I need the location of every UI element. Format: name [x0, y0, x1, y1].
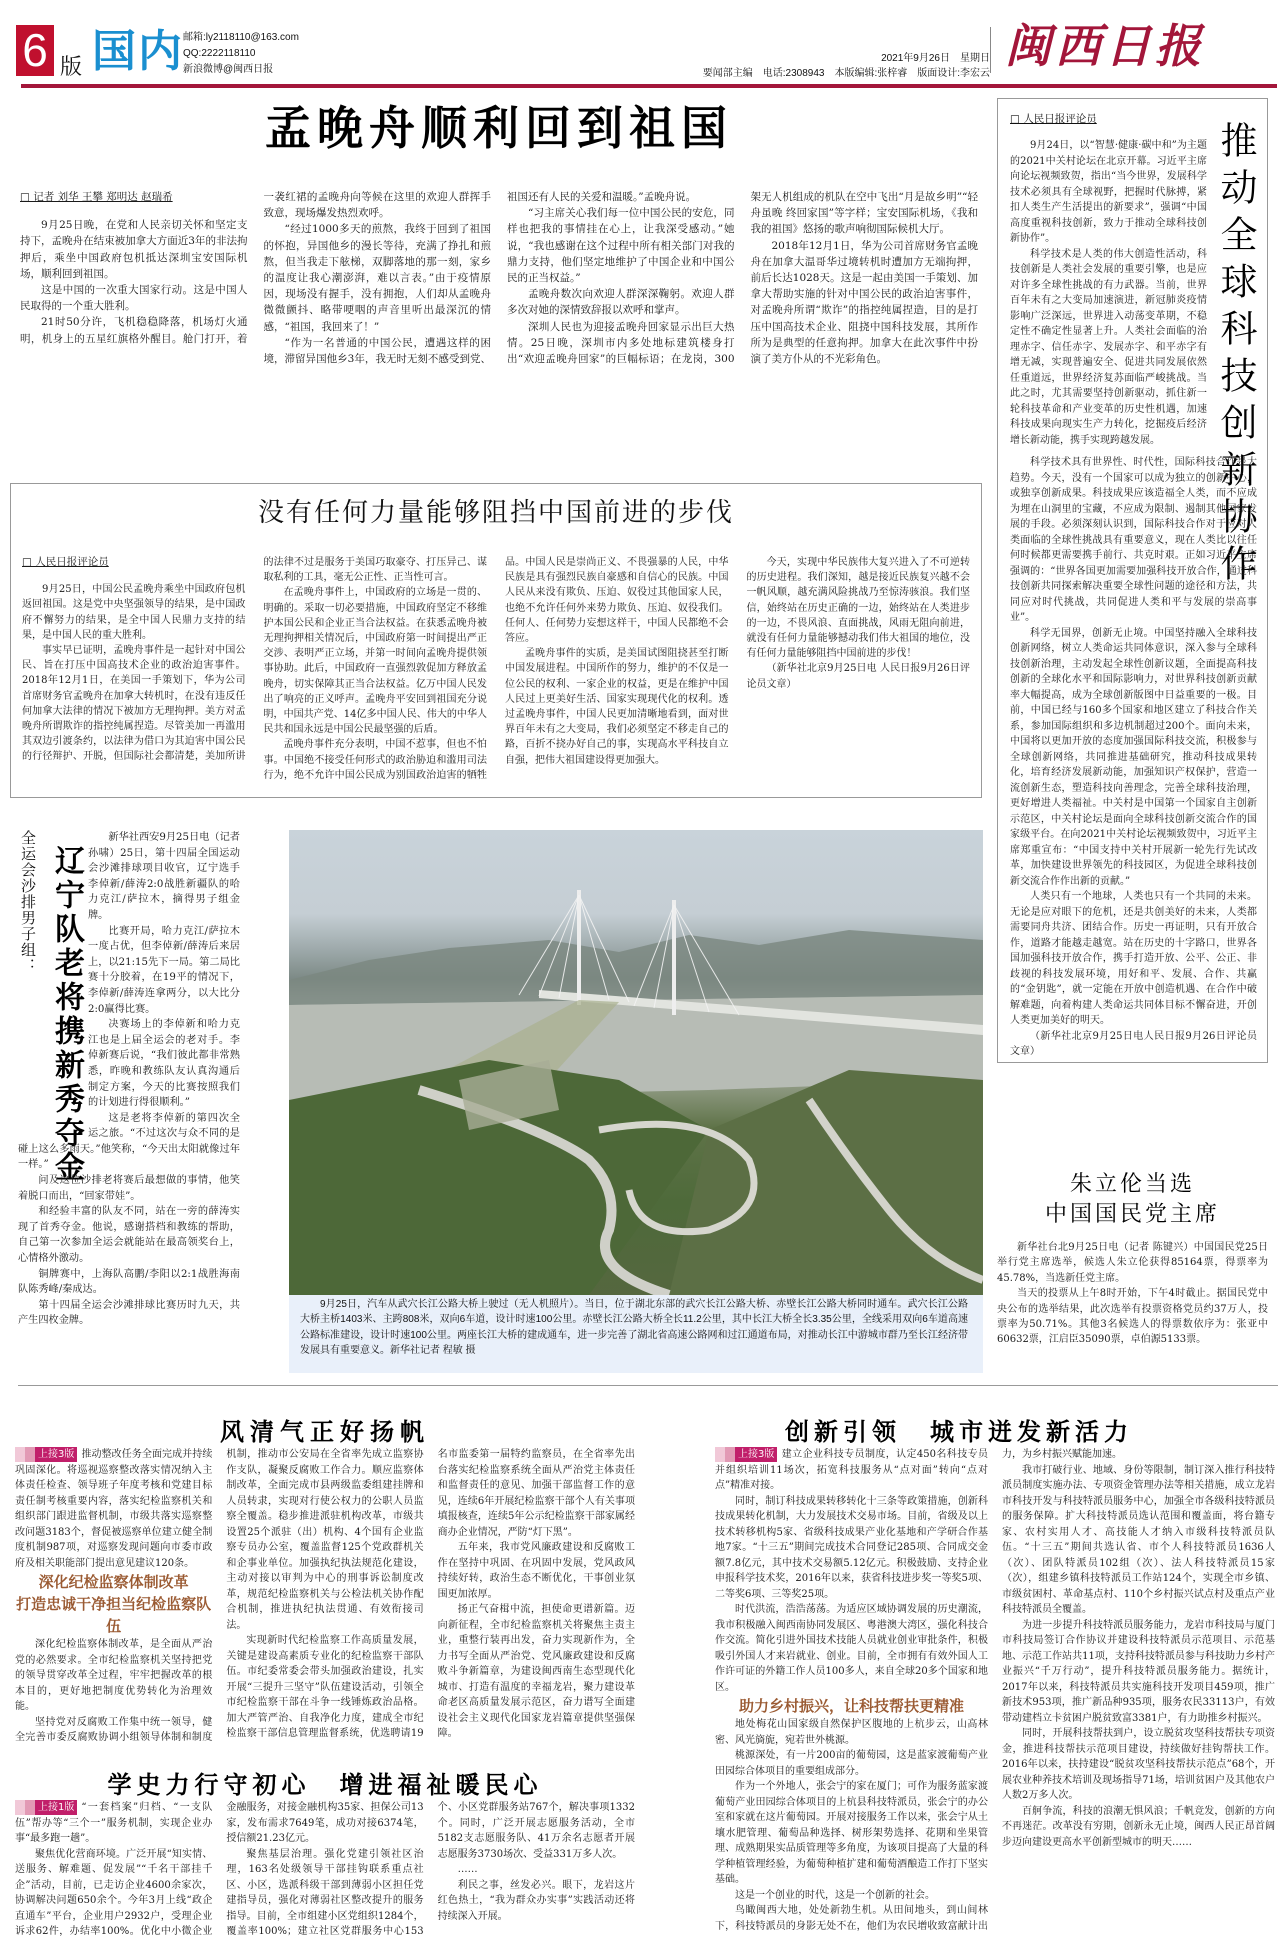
article-main-body — [20, 189, 978, 374]
masthead-divider — [990, 27, 991, 73]
article-tech-body-top — [1010, 138, 1207, 448]
date-line: 2021年9月26日 星期日 — [881, 53, 990, 64]
paragraph: 坚持党对反腐败工作集中统一领导，健全完善市委反腐败协调小组领导体制和制度机制，推动市公安局在全省率先成立监察协作支队，凝聚反腐败工作合力。顺应监察体制改革，全面完成市县两级监委组建挂牌和人员转隶，实现对行使公权力的公职人员监察全覆盖。稳步推进派驻机构改革，市级共设置25个派驻（出）机构、4个国有企业监察专员办公室，覆盖监督125个党政群机关和企事业单位。加强执纪执法规范化建设，主动对接以审判为中心的刑事诉讼制度改革，规范纪检监察机关与公检法机关协作配合机制，推进执纪执法贯通、有效衔接司法。 — [15, 1449, 424, 1743]
paper-logo: 闽西日报 — [1005, 19, 1205, 73]
paragraph: 百舸争流，科技的浪潮无惧风浪；千帆竞发，创新的方向不再迷茫。改革没有穷期，创新永无止境，闽西人民正昂首阔步迈向建设更高水平创新型城市的明天…… — [1002, 1805, 1275, 1848]
article-commentary-headline: 没有任何力量能够阻挡中国前进的步伐 — [257, 498, 734, 528]
paragraph: “习主席关心我们每一位中国公民的安危，同样也把我的事情挂在心上，让我深受感动。”她说，“我也感谢在这个过程中所有相关部门对我的鼎力支持，他们坚定地维护了中国企业和中国公民的正当权益。” — [507, 207, 735, 285]
article-commentary-dateline: （新华社北京9月25日电 人民日报9月26日评论员文章） — [746, 663, 970, 690]
news-photo — [289, 830, 983, 1295]
paragraph: 同时，开展科技帮扶到户，设立脱贫攻坚科技帮扶专项资金，推进科技帮扶示范项目建设，持续做好挂钩帮扶工作。2016年以来，扶持建设“脱贫攻坚科技帮扶示范点”68个，开展农业种养技术培训及现场指导71场，培训贫困户及其他农户人数2万多人次。 — [1002, 1728, 1275, 1801]
paragraph: 上接3版 推动整改任务全面完成并持续巩固深化。将巡视巡察整改落实情况纳入主体责任检查、领导班子年度考核和党建目标责任制考核重要内容，落实纪检监察机关和组织部门跟进监督机制，市级共落实巡察整改问题3183个，督促被巡察单位建立健全制度机制987项，对巡察发现问题向市委市政府及相关职能部门提出意见建议120条。 — [15, 1449, 213, 1569]
paragraph: 桃源深处，有一片200亩的葡萄园，这是蓝家渡葡萄产业田园综合体项目的重要组成部分。 — [715, 1750, 988, 1777]
continued-tag: 上接3版 — [15, 1447, 77, 1462]
article-innovation-body — [715, 1447, 1275, 1947]
paragraph: 9月24日，以“智慧·健康·碳中和”为主题的2021中关村论坛在北京开幕。习近平主席向论坛视频致贺，指出“当今世界，发展科学技术必须具有全球视野，把握时代脉搏，紧扣人类生产生活提出的新要求”，强调“中国高度重视科技创新，致力于推动全球科技创新协作”。 — [1010, 140, 1207, 244]
paragraph: 实现新时代纪检监察工作高质量发展，关键是建设高素质专业化的纪检监察干部队伍。市纪委常委会带头加强政治建设，扎实开展“三提升三坚守”队伍建设活动，引领全市纪检监察干部在斗争一线锤炼政治品格。加大严管严治、自我净化力度，建成全市纪检监察干部信息管理监督系统，优选聘请19名市监委第一届特约监察员，在全省率先出台落实纪检监察系统全面从严治党主体责任和监督责任的意见、加强干部监督工作的意见，连续6年开展纪检监察干部个人有关事项填报核查，连续5年公示纪检监察干部家属经商办企业情况，严防“灯下黑”。 — [226, 1449, 635, 1739]
article-tech-byline: □ 人民日报评论员 — [1010, 113, 1097, 125]
paragraph: 这是一个创业的时代，这是一个创新的社会。 — [735, 1889, 935, 1901]
paragraph: “作为一名普通的中国公民，遭遇这样的困境，滞留异国他乡3年，我无时无刻不感受到党、祖国还有人民的关爱和温暖。”孟晚舟说。 — [263, 191, 697, 366]
paragraph: 鸟瞰闽西大地，处处新勃生机。从田间地头，到山间林下，科技特派员的身影无处不在，他们为农民增收致富献计出力，为乡村振兴赋能加速。 — [715, 1449, 1122, 1932]
paragraph: 事实早已证明，孟晚舟事件是一起针对中国公民、旨在打压中国高技术企业的政治迫害事件。2018年12月1日，在美国一手策划下，华为公司首席财务官孟晚舟在加拿大转机时，在没有违反任何加拿大法律的情况下被加方无理拘押。美方对孟晚舟所谓欺诈的指控纯属捏造。尽管美加一再滥用其双边引渡条约，以法律为借口为其迫害中国公民的行径辩护、开脱，但国际社会都清楚，美加所讲的法律不过是服务于美国巧取豪夺、打压异己、谋取私利的工具，毫无公正性、正当性可言。 — [22, 557, 487, 763]
article-volleyball-headline: 辽宁队老将携新秀夺金 — [49, 845, 84, 1185]
article-discipline-subhead-1: 深化纪检监察体制改革 — [38, 1573, 189, 1591]
contact-weibo: 新浪微博@闽西日报 — [183, 64, 274, 75]
paragraph: 同时，制订科技成果转移转化十三条等政策措施，创新科技成果转化机制，大力发展技术交易市场。目前，省级及以上技术转移机构5家、省级科技成果产业化基地和产学研合作基地7家。“十三五”期间完成技术合同登记285项、合同成交金额7.8亿元，其中技术交易额5.12亿元。积极鼓励、支持企业申报科学技术奖，2016年以来，获省科技进步奖一等奖5项、二等奖6项、三等奖25项。 — [715, 1495, 988, 1600]
paragraph: 作为一个外地人，张会宁的家在厦门；可作为服务蓝家渡葡萄产业田园综合体项目的上杭县科技特派员，张会宁的办公室和家就在这片葡萄园。开展对接服务工作以来，张会宁从土壤水肥管理、葡萄品种选择、树形架势选择、花期和坐果管理、成熟期果实品质管理等多角度，为该项目提高了大量的科学种植管理经验，为葡萄种植扩建和葡萄酒酿造工作打下坚实基础。 — [715, 1781, 988, 1885]
article-tech-dateline: （新华社北京9月25日电人民日报9月26日评论员文章） — [1010, 1030, 1257, 1055]
paragraph: 这是中国的一次重大国家行动。这是中国人民取得的一个重大胜利。 — [20, 284, 248, 313]
article-main-byline: □ 记者 刘华 王攀 郑明达 赵瑞希 — [20, 191, 173, 203]
article-discipline-headline: 风清气正好扬帆 — [220, 1418, 430, 1446]
page-number-badge: 6 — [16, 25, 54, 76]
masthead — [0, 0, 1286, 80]
paragraph: 决赛场上的李倬新和哈力克江也是上届全运会的老对手。李倬新赛后说，“我们彼此都非常熟悉，昨晚和教练队友认真沟通后制定方案，今天的比赛按照我们的计划进行得很顺利。” — [88, 1019, 240, 1109]
paragraph: …… — [457, 1864, 478, 1875]
paragraph: 聚焦优化营商环境。广泛开展“知实情、送服务、解难题、促发展”“千名干部挂千企”活动，目前，已走访企业4600余家次，协调解决问题650余个。今年3月上线“政企直通车”平台，企业用户2932户，受理企业诉求62件，办结率100%。优化中小微企业金融服务，对接金融机构35家、担保公司13家，发布需求7649笔，成功对接6374笔，授信额21.23亿元。 — [15, 1802, 424, 1937]
paragraph: 新华社台北9月25日电（记者 陈键兴）中国国民党25日举行党主席选举，候选人朱立伦获得85164票，得票率为45.78%，当选新任党主席。 — [997, 1242, 1268, 1284]
paragraph: 问及这位沙排老将赛后最想做的事情，他笑着脱口而出，“回家带娃”。 — [18, 1175, 240, 1202]
paragraph: 时代洪流，浩浩荡荡。为适应区域协调发展的历史潮流，我市积极融入闽西南协同发展区、粤港澳大湾区，强化科技合作交流。简化引进外国技术技能人员就业创业审批条件，积极吸引外国人才来岩就业、创业。目前，全市拥有有效外国人工作许可证的外籍工作人员100多人，来自全球20多个国家和地区。 — [715, 1604, 988, 1693]
article-tech-body-bottom — [1010, 455, 1257, 1055]
paragraph: 第十四届全运会沙滩排球比赛历时九天，共产生四枚金牌。 — [18, 1299, 240, 1327]
article-kmt-headline-line2: 中国国民党主席 — [1044, 1202, 1220, 1227]
paragraph: 聚焦基层治理。强化党建引领社区治理，163名处级领导干部挂钩联系重点社区、小区，选派科级干部到薄弱小区担任党建指导员，强化对薄弱社区整改提升的服务指导。目前，全市组建小区党组织1284个，覆盖率100%；建立社区党群服务中心153个、小区党群服务站767个，解决事项1332个。同时，广泛开展志愿服务活动，全市5182支志愿服务队、41万余名志愿者开展志愿服务3730场次、受益331万多人次。 — [226, 1802, 635, 1937]
paragraph: 上接1版 “一套档案”归档、“一支队伍”帮办等“三个一”服务机制，实现企业办事“最多跑一趟”。 — [15, 1802, 213, 1844]
paragraph: 孟晚舟事件的实质，是美国试图阻挠甚至打断中国发展进程。中国所作的努力，维护的不仅是一位公民的权利、一家企业的权益，更是在维护中国人民过上更美好生活、国家实现现代化的权利。透过孟晚舟事件，中国人民更加清晰地看到，面对世界百年未有之大变局，我们必须坚定不移走自己的路，百折不挠办好自己的事，实现高水平科技自立自强，把伟大祖国建设得更加强大。 — [505, 648, 729, 766]
paragraph: 新华社西安9月25日电（记者 孙啸）25日，第十四届全国运动会沙滩排球项目收官，辽宁选手李倬新/薛涛2:0战胜新疆队的哈力克江/萨拉木，摘得男子组金牌。 — [88, 832, 240, 921]
article-main — [20, 88, 978, 378]
paragraph: 在孟晚舟事件上，中国政府的立场是一贯的、明确的。采取一切必要措施，中国政府坚定不移维护本国公民和企业正当合法权益。在获悉孟晚舟被无理拘押相关情况后，中国政府第一时间提出严正交涉、表明严正立场，并第一时间向孟晚舟提供领事协助。此后，中国政府一直强烈敦促加方释放孟晚舟，切实保障其正当合法权益。亿万中国人民发出了响亮的正义呼声。孟晚舟平安回到祖国充分说明，中国共产党、14亿多中国人民、伟大的中华人民共和国永远是中国公民最坚强的后盾。 — [263, 587, 487, 736]
credits-line: 要闻部主编 电话:2308943 本版编辑:张梓睿 版面设计:李宏云 — [702, 68, 990, 79]
article-volleyball-body — [18, 830, 240, 1390]
paragraph: 2018年12月1日，华为公司首席财务官孟晚舟在加拿大温哥华过境转机时遭加方无端拘押，前后长达1028天。这是一起由美国一手策划、加拿大帮助实施的针对中国公民的政治迫害事件，对孟晚舟所谓“欺诈”的指控纯属捏造，目的是打压中国高技术企业、阻挠中国科技发展，其所作所为是典型的任意拘押。加拿大在此次事件中扮演了美方仆从的不光彩角色。 — [750, 239, 978, 366]
photo-caption: 9月25日，汽车从武穴长江公路大桥上驶过（无人机照片）。当日，位于湖北东部的武穴长江公路大桥、赤壁长江公路大桥同时通车。武穴长江公路大桥主桥1403米、主跨808米，双向6车道，设计时速100公里。赤壁长江公路大桥全长11.2公里，其中长江大桥全长3.35公里，全线采用双向6车道高速公路标准建设，设计时速100公里。两座长江大桥的建成通车，进一步完善了湖北省高速公路网和过江通道布局，对推动长江中游城市群乃至长江经济带发展具有重要意义。新华社记者 程敏 摄 — [300, 1299, 968, 1357]
paragraph: “经过1000多天的煎熬，我终于回到了祖国的怀抱，异国他乡的漫长等待，充满了挣扎和煎熬，但当我走下舷梯，双脚落地的那一刻，家乡的温度让我心潮澎湃，难以言表。”由于疫情原因，现场没有握手，没有拥抱，人们却从孟晚舟微微颤抖、略带哽咽的声音里听出最深沉的情感，“祖国，我回来了！” — [263, 223, 491, 333]
paragraph: 为进一步提升科技特派员服务能力，龙岩市科技局与厦门市科技局签订合作协议并建设科技特派员示范项目、示范基地、示范工作站共11项，支持科技特派员参与科技助力乡村产业振兴“千万行动”，提升科技特派员服务能力。据统计，2017年以来，科技特派员共实施科技开发项目459项，推广新技术953项，推广新品种935项，服务农民33113户，有效带动建档立卡贫困户脱贫致富3381户，有力助推乡村振兴。 — [1002, 1619, 1275, 1724]
article-history-body — [15, 1800, 635, 1950]
paragraph: 孟晚舟数次向欢迎人群深深鞠躬。欢迎人群多次对她的深情致辞报以欢呼和掌声。 — [507, 288, 735, 317]
article-commentary-body — [22, 555, 970, 793]
article-main-headline: 孟晚舟顺利回到祖国 — [265, 101, 733, 155]
paragraph: 当天的投票从上午8时开始，下午4时截止。据国民党中央公布的选举结果，此次选举有投票资格党员约37万人，投票率为50.71%。其他3名候选人的得票数依序为：张亚中60632票，江启臣35090票，卓伯源5133票。 — [997, 1288, 1268, 1346]
article-volleyball-kicker: 全运会沙排男子组： — [19, 830, 37, 974]
paragraph: 铜牌赛中，上海队高鹏/李阳以2:1战胜海南队陈秀峰/秦成达。 — [18, 1268, 240, 1296]
article-discipline-body — [15, 1447, 635, 1747]
paragraph: 这是老将李倬新的第四次全运之旅。“不过这次与众不同的是碰上这么多雨天。”他笑称，“今天出太阳就像过年一样。” — [18, 1112, 240, 1171]
contact-info — [183, 30, 299, 78]
paragraph: 9月25日，中国公民孟晚舟乘坐中国政府包机返回祖国。这是党中央坚强领导的结果，是中国政府不懈努力的结果，是全中国人民鼎力支持的结果，是中国人民的重大胜利。 — [22, 584, 246, 641]
article-tech-headline: 推动全球科技创新协作 — [1214, 121, 1257, 591]
article-innovation-headline: 创新引领 城市迸发新活力 — [785, 1418, 1133, 1446]
paragraph: 今天，实现中华民族伟大复兴进入了不可逆转的历史进程。我们深知，越是接近民族复兴越不会一帆风顺，越充满风险挑战乃至惊涛骇浪。我们坚信，始终站在历史正确的一边，始终站在人类进步的一边，不畏风浪、直面挑战，风雨无阻向前进，就没有任何力量能够撼动我们伟大祖国的地位，没有任何力量能够阻挡中国前进的步伐！ — [746, 557, 970, 660]
article-kmt — [997, 1170, 1268, 1348]
contact-qq: QQ:2222118110 — [183, 48, 256, 59]
paragraph: 深圳人民也为迎接孟晚舟回家显示出巨大热情。25日晚，深圳市内多处地标建筑楼身打出“欢迎孟晚舟回家”的巨幅标语；在龙岗，300架无人机组成的机队在空中飞出“月是故乡明”“轻舟虽晚 终回家国”等字样；宝安国际机场，《我和我的祖国》悠扬的歌声响彻国际候机大厅。 — [507, 191, 978, 366]
paragraph: 人类只有一个地球，人类也只有一个共同的未来。无论是应对眼下的危机，还是共创美好的未来，人类都需要同舟共济、团结合作。历史一再证明，只有开放合作，道路才能越走越宽。站在历史的十字路口，世界各国加强科技开放合作，携手打造开放、公平、公正、非歧视的科技发展环境，用好和平、发展、合作、共赢的“金钥匙”，就一定能在开放中创造机遇、在合作中破解难题，向着构建人类命运共同体目标不懈奋进，开创人类更加美好的明天。 — [1010, 891, 1257, 1026]
paragraph: 地处梅花山国家级自然保护区腹地的上杭步云，山高林密、风光旖旎，宛若世外桃源。 — [715, 1719, 988, 1746]
paragraph: 我市打破行业、地域、身份等限制，制订深入推行科技特派员制度实施办法、专项资金管理办法等相关措施，成立龙岩市科技开发与科技特派员服务中心，加强全市各级科技特派员的服务保障。扩大科技特派员选认范围和覆盖面，将台籍专家、农村实用人才、高技能人才纳入市级科技特派员队伍。“十三五”期间共选认省、市个人科技特派员1636人（次）、团队特派员102组（次）、法人科技特派员15家（次），组建乡镇科技特派员工作站124个，实现全市乡镇、市级贫困村、革命基点村、110个乡村振兴试点村及重点产业科技特派员全覆盖。 — [1002, 1464, 1275, 1615]
paragraph: 比赛开局，哈力克江/萨拉木一度占优，但李倬新/薛涛后来居上，以21:15先下一局。第二局比赛十分胶着，在19平的情况下，李倬新/薛涛连拿两分，以大比分2:0赢得比赛。 — [88, 925, 240, 1015]
paragraph: 科学无国界，创新无止境。中国坚持融入全球科技创新网络，树立人类命运共同体意识，深入参与全球科技创新治理，主动发起全球性创新议题，全面提高科技创新的全球化水平和国际影响力，对世界科技创新贡献率大幅提高，成为全球创新版图中日益重要的一极。目前，中国已经与160多个国家和地区建立了科技合作关系，参加国际组织和多边机制超过200个。面向未来，中国将以更加开放的态度加强国际科技交流，积极参与全球创新网络，共同推进基础研究，推动科技成果转化，培育经济发展新动能，加强知识产权保护，营造一流创新生态，塑造科技向善理念，完善全球科技治理，更好增进人类福祉。中关村是中国第一个国家自主创新示范区，中关村论坛是面向全球科技创新交流合作的国家级平台。在向2021中关村论坛视频致贺中，习近平主席郑重宣布：“中国支持中关村开展新一轮先行先试改革，加快建设世界领先的科技园区，为促进全球科技创新交流合作作出新的贡献。” — [1010, 627, 1257, 887]
article-discipline-subhead-2: 打造忠诚干净担当纪检监察队伍 — [16, 1595, 212, 1635]
paragraph: 21时50分许，飞机稳稳降落，机场灯火通明，机身上的五星红旗格外醒目。舱门打开，着一袭红裙的孟晚舟向等候在这里的欢迎人群挥手致意，现场爆发热烈欢呼。 — [20, 191, 491, 345]
article-history-headline: 学史力行守初心 增进福祉暖民心 — [107, 1771, 543, 1799]
paragraph: 五年来，我市党风廉政建设和反腐败工作在坚持中巩固、在巩固中发展，党风政风持续好转，政治生态不断优化，干事创业氛围更加浓厚。 — [437, 1542, 635, 1600]
paragraph: 孟晚舟事件充分表明，中国不惹事，但也不怕事。中国绝不接受任何形式的政治胁迫和滥用司法行为，绝不允许中国公民成为别国政治迫害的牺牲品。中国人民是崇尚正义、不畏强暴的人民，中华民族是具有强烈民族自豪感和自信心的民族。中国人民从来没有欺负、压迫、奴役过其他国家人民，也绝不允许任何外来势力欺负、压迫、奴役我们。任何人、任何势力妄想这样干，中国人民都绝不会答应。 — [263, 557, 729, 781]
section-title: 国内 — [92, 26, 184, 77]
paragraph: 科学技术是人类的伟大创造性活动，科技创新是人类社会发展的重要引擎，也是应对许多全球性挑战的有力武器。当前，世界百年未有之大变局加速演进，新冠肺炎疫情影响广泛深远，世界进入动荡变革期，不稳定性不确定性显著上升。人类社会面临的治理赤字、信任赤字、发展赤字、和平赤字有增无减，实现普遍安全、促进共同发展依然任重道远，世界经济复苏面临严峻挑战。当此之时，尤其需要坚持创新驱动，抓住新一轮科技革命和产业变革的历史性机遇，加速科技成果向现实生产力转化，挖掘疫后经济增长新动能，携手实现跨越发展。 — [1010, 248, 1207, 446]
paragraph: 和经验丰富的队友不同，站在一旁的薛涛实现了首秀夺金。他说，感谢搭档和教练的帮助，自己第一次参加全运会就能站在最高领奖台上，心情格外激动。 — [18, 1206, 240, 1265]
bridge-photo-illustration — [289, 830, 983, 1295]
paragraph: 科学技术具有世界性、时代性，国际科技合作是大趋势。今天，没有一个国家可以成为独立的创新中心，或独享创新成果。科技成果应该造福全人类，而不应成为埋在山洞里的宝藏，不应成为限制、遏制其他国家发展的手段。必须深刻认识到，国际科技合作对于应对人类面临的全球性挑战具有重要意义，现在人类比以往任何时候都更需要携手前行、共克时艰。正如习近平主席强调的：“世界各国更加需要加强科技开放合作，通过科技创新共同探索解决重要全球性问题的途径和方法，共同应对时代挑战，共同促进人类和平与发展的崇高事业”。 — [1010, 457, 1257, 623]
article-kmt-headline-line1: 朱立伦当选 — [1069, 1172, 1195, 1197]
article-tech — [997, 98, 1268, 1063]
continued-tag: 上接3版 — [715, 1447, 777, 1462]
article-innovation-subhead: 助力乡村振兴，让科技帮扶更精准 — [738, 1697, 964, 1715]
paragraph: 扬正气奋楫中流，担使命更谱新篇。迈向新征程，全市纪检监察机关将聚焦主责主业，重整行装再出发，奋力实现新作为，全力书写全面从严治党、党风廉政建设和反腐败斗争新篇章，为建设闽西南生态型现代化城市、打造有温度的幸福龙岩，聚力建设革命老区高质量发展示范区，奋力谱写全面建设社会主义现代化国家龙岩篇章提供坚强保障。 — [437, 1604, 635, 1739]
article-kmt-body — [997, 1240, 1268, 1348]
paragraph: 利民之事，丝发必兴。眼下，龙岩这片红色热土，“我为群众办实事”实践活动还将持续深入开展。 — [437, 1879, 635, 1922]
page-suffix: 版 — [60, 55, 83, 80]
section-divider — [18, 1385, 1278, 1386]
paragraph: 上接3版 建立企业科技专员制度，认定450名科技专员并组织培训11场次，拓宽科技服务从“点对面”转向“点对点”精准对接。 — [715, 1449, 988, 1491]
article-commentary-byline: □ 人民日报评论员 — [22, 556, 109, 568]
paragraph: 深化纪检监察体制改革，是全面从严治党的必然要求。全市纪检监察机关坚持把党的领导贯穿改革全过程，牢牢把握改革的根本目的，更好地把制度优势转化为治理效能。 — [15, 1639, 213, 1712]
paragraph: 9月25日晚，在党和人民亲切关怀和坚定支持下，孟晚舟在结束被加拿大方面近3年的非法拘押后，乘坐中国政府包机抵达深圳宝安国际机场，顺利回到祖国。 — [20, 219, 248, 280]
contact-email: 邮箱:ly2118110@163.com — [183, 32, 299, 43]
continued-tag: 上接1版 — [15, 1800, 77, 1815]
